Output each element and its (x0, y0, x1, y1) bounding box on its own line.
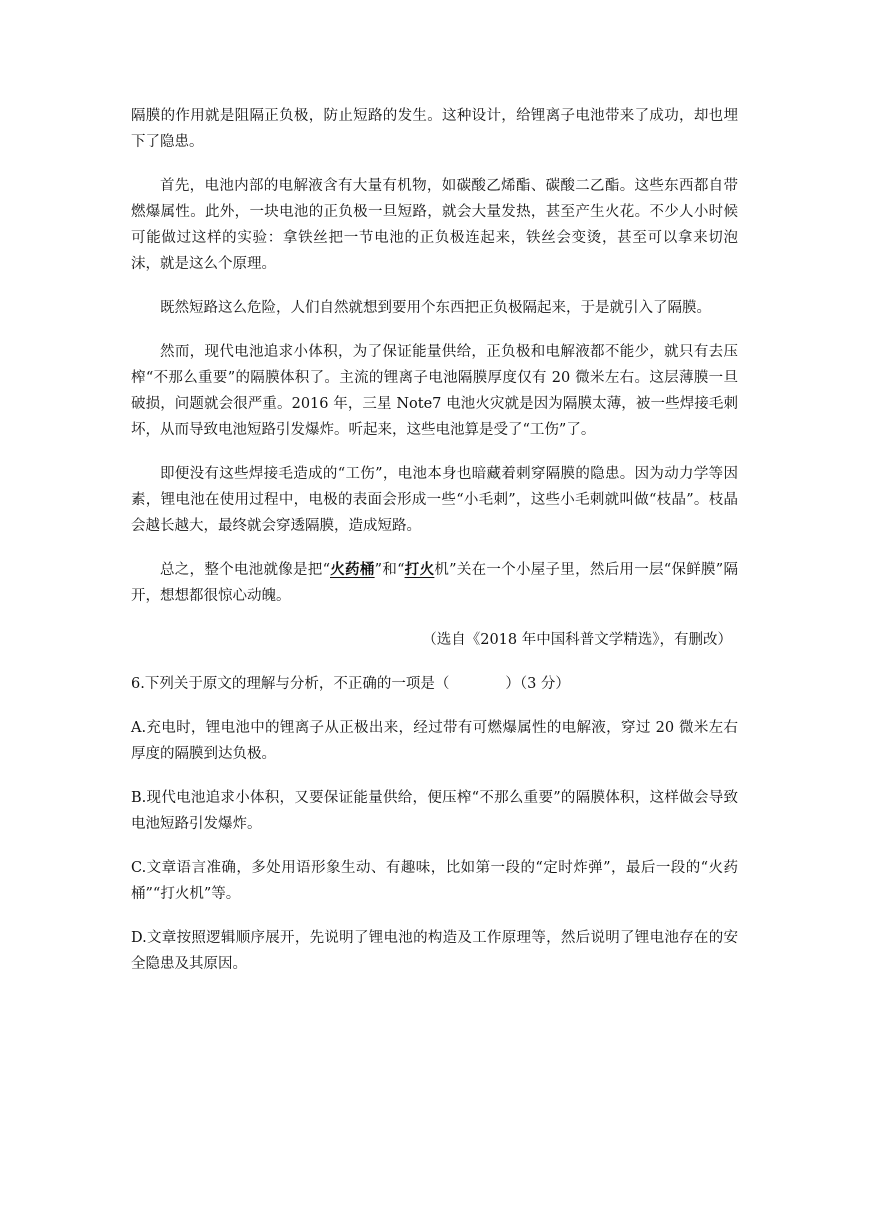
question-stem-score: ）（3 分） (505, 676, 570, 692)
source-citation: （选自《2018 年中国科普文学精选》，有删改） (422, 632, 732, 648)
option-d: D.文章按照逻辑顺序展开，先说明了锂电池的构造及工作原理等，然后说明了锂电池存在的安全隐患及其原因。 (131, 930, 738, 972)
conclusion-text-1: 总之，整个电池就像是把“ (160, 562, 330, 578)
paragraph-conclusion (131, 557, 738, 609)
question-stem (131, 671, 738, 697)
paragraph-separator-function: 隔膜的作用就是阻隔正负极，防止短路的发生。这种设计，给锂离子电池带来了成功，却也埋下了隐患。 (131, 108, 738, 150)
option-a: A.充电时，锂电池中的锂离子从正极出来，经过带有可燃爆属性的电解液，穿过 20 微米左右厚度的隔膜到达负极。 (131, 720, 738, 762)
paragraph-separator-intro: 既然短路这么危险，人们自然就想到要用个东西把正负极隔起来，于是就引入了隔膜。 (160, 300, 711, 316)
emphasis-powder-keg: 火药桶 (330, 562, 375, 578)
conclusion-text-3: 机”关在一个小屋子里，然后用一层“保鲜膜”隔开，想想都很惊心动魄。 (131, 562, 738, 604)
option-c: C.文章语言准确，多处用语形象生动、有趣味，比如第一段的“定时炸弹”，最后一段的“火药桶”“打火机”等。 (131, 860, 738, 902)
emphasis-lighter: 打火 (404, 562, 435, 578)
paragraph-dendrites: 即便没有这些焊接毛造成的“工伤”，电池本身也暗藏着刺穿隔膜的隐患。因为动力学等因素，锂电池在使用过程中，电极的表面会形成一些“小毛刺”，这些小毛刺就叫做“枝晶”。枝晶会越长越大，最终就会穿透隔膜，造成短路。 (131, 466, 738, 534)
option-b: B.现代电池追求小体积，又要保证能量供给，便压榨“不那么重要”的隔膜体积，这样做会导致电池短路引发爆炸。 (131, 790, 738, 832)
paragraph-electrolyte-hazard: 首先，电池内部的电解液含有大量有机物，如碳酸乙烯酯、碳酸二乙酯。这些东西都自带燃爆属性。此外，一块电池的正负极一旦短路，就会大量发热，甚至产生火花。不少人小时候可能做过这样的实验：拿铁丝把一节电池的正负极连起来，铁丝会变烫，甚至可以拿来切泡沫，就是这么个原理。 (131, 178, 738, 272)
document-body (131, 103, 738, 977)
conclusion-text-2: ”和“ (374, 562, 405, 578)
question-stem-text: 6.下列关于原文的理解与分析，不正确的一项是（ (131, 676, 450, 692)
paragraph-thin-separator: 然而，现代电池追求小体积，为了保证能量供给，正负极和电解液都不能少，就只有去压榨“不那么重要”的隔膜体积了。主流的锂离子电池隔膜厚度仅有 20 微米左右。这层薄膜一旦破损，问题就会很严重。2016 年，三星 Note7 电池火灾就是因为隔膜太薄，被一些焊接毛刺坏，从而导致电池短路引发爆炸。听起来，这些电池算是受了“工伤”了。 (131, 344, 738, 438)
